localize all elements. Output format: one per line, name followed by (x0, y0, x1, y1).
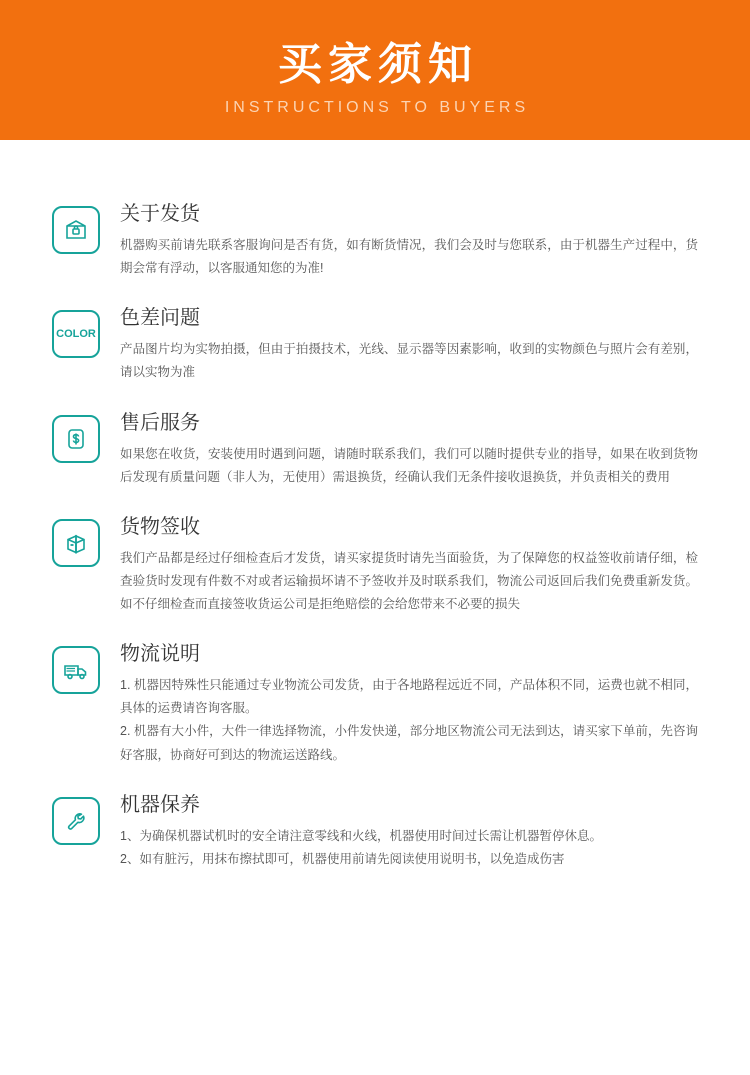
section-line: 产品图片均为实物拍摄，但由于拍摄技术，光线、显示器等因素影响，收到的实物颜色与照片会有差别，请以实物为准 (120, 342, 698, 380)
section-line: 1、为确保机器试机时的安全请注意零线和火线，机器使用时间过长需让机器暂停休息。 (120, 828, 602, 843)
page-subtitle: INSTRUCTIONS TO BUYERS (224, 99, 530, 117)
section-title: 售后服务 (120, 411, 200, 434)
section-title: 关于发货 (120, 203, 200, 225)
section-text (120, 674, 698, 767)
package-sign-icon (52, 519, 100, 567)
section-line: 机器购买前请先联系客服询问是否有货，如有断货情况，我们会及时与您联系，由于机器生产过程中，货期会常有浮动，以客服通知您的为准! (120, 238, 698, 276)
section-text (120, 338, 698, 384)
page-header-banner (0, 0, 750, 140)
delivery-box-icon (52, 206, 100, 254)
section-line: 我们产品都是经过仔细检查后才发货，请买家提货时请先当面验货，为了保障您的权益签收前请仔细，检查验货时发现有件数不对或者运输损坏请不予签收并及时联系我们，物流公司返回后我们免费重新发货。如不仔细检查而直接签收货运公司是拒绝赔偿的会给您带来不必要的损失 (120, 550, 698, 611)
section-title: 货物签收 (120, 515, 200, 538)
wrench-maintenance-icon (52, 797, 100, 845)
section-line: 2. 机器有大小件，大件一律选择物流，小件发快递，部分地区物流公司无法到达，请买家下单前，先咨询好客服，协商好可到达的物流运送路线。 (120, 724, 698, 762)
section-body (120, 793, 698, 871)
section-line: 1. 机器因特殊性只能通过专业物流公司发货，由于各地路程远近不同，产品体积不同，运费也就不相同，具体的运费请咨询客服。 (120, 678, 698, 716)
section-title: 机器保养 (120, 793, 200, 816)
section-shipping (52, 202, 698, 280)
section-line: 如果您在收货，安装使用时遇到问题，请随时联系我们，我们可以随时提供专业的指导，如果在收到货物后发现有质量问题（非人为，无使用）需退换货，经确认我们无条件接收退换货，并负责相关的费用 (120, 446, 698, 484)
section-body (120, 411, 698, 489)
section-after-sales (52, 411, 698, 489)
section-text (120, 825, 698, 871)
page-title: 买家须知 (278, 40, 478, 89)
section-line: 2、如有脏污，用抹布擦拭即可，机器使用前请先阅读使用说明书，以免造成伤害 (120, 851, 565, 866)
section-maintenance (52, 793, 698, 871)
section-text (120, 443, 698, 489)
color-swatch-icon (52, 310, 100, 358)
section-body (120, 202, 698, 280)
section-body (120, 515, 698, 616)
section-body (120, 642, 698, 767)
section-body (120, 306, 698, 384)
section-title: 色差问题 (120, 307, 200, 330)
section-text (120, 234, 698, 280)
color-icon-label: COLOR (56, 328, 96, 341)
section-title: 物流说明 (120, 643, 200, 666)
truck-logistics-icon (52, 646, 100, 694)
dollar-service-icon (52, 415, 100, 463)
section-text (120, 547, 698, 616)
sections-container (0, 140, 750, 911)
section-color-difference (52, 306, 698, 384)
section-goods-receipt (52, 515, 698, 616)
section-logistics (52, 642, 698, 767)
